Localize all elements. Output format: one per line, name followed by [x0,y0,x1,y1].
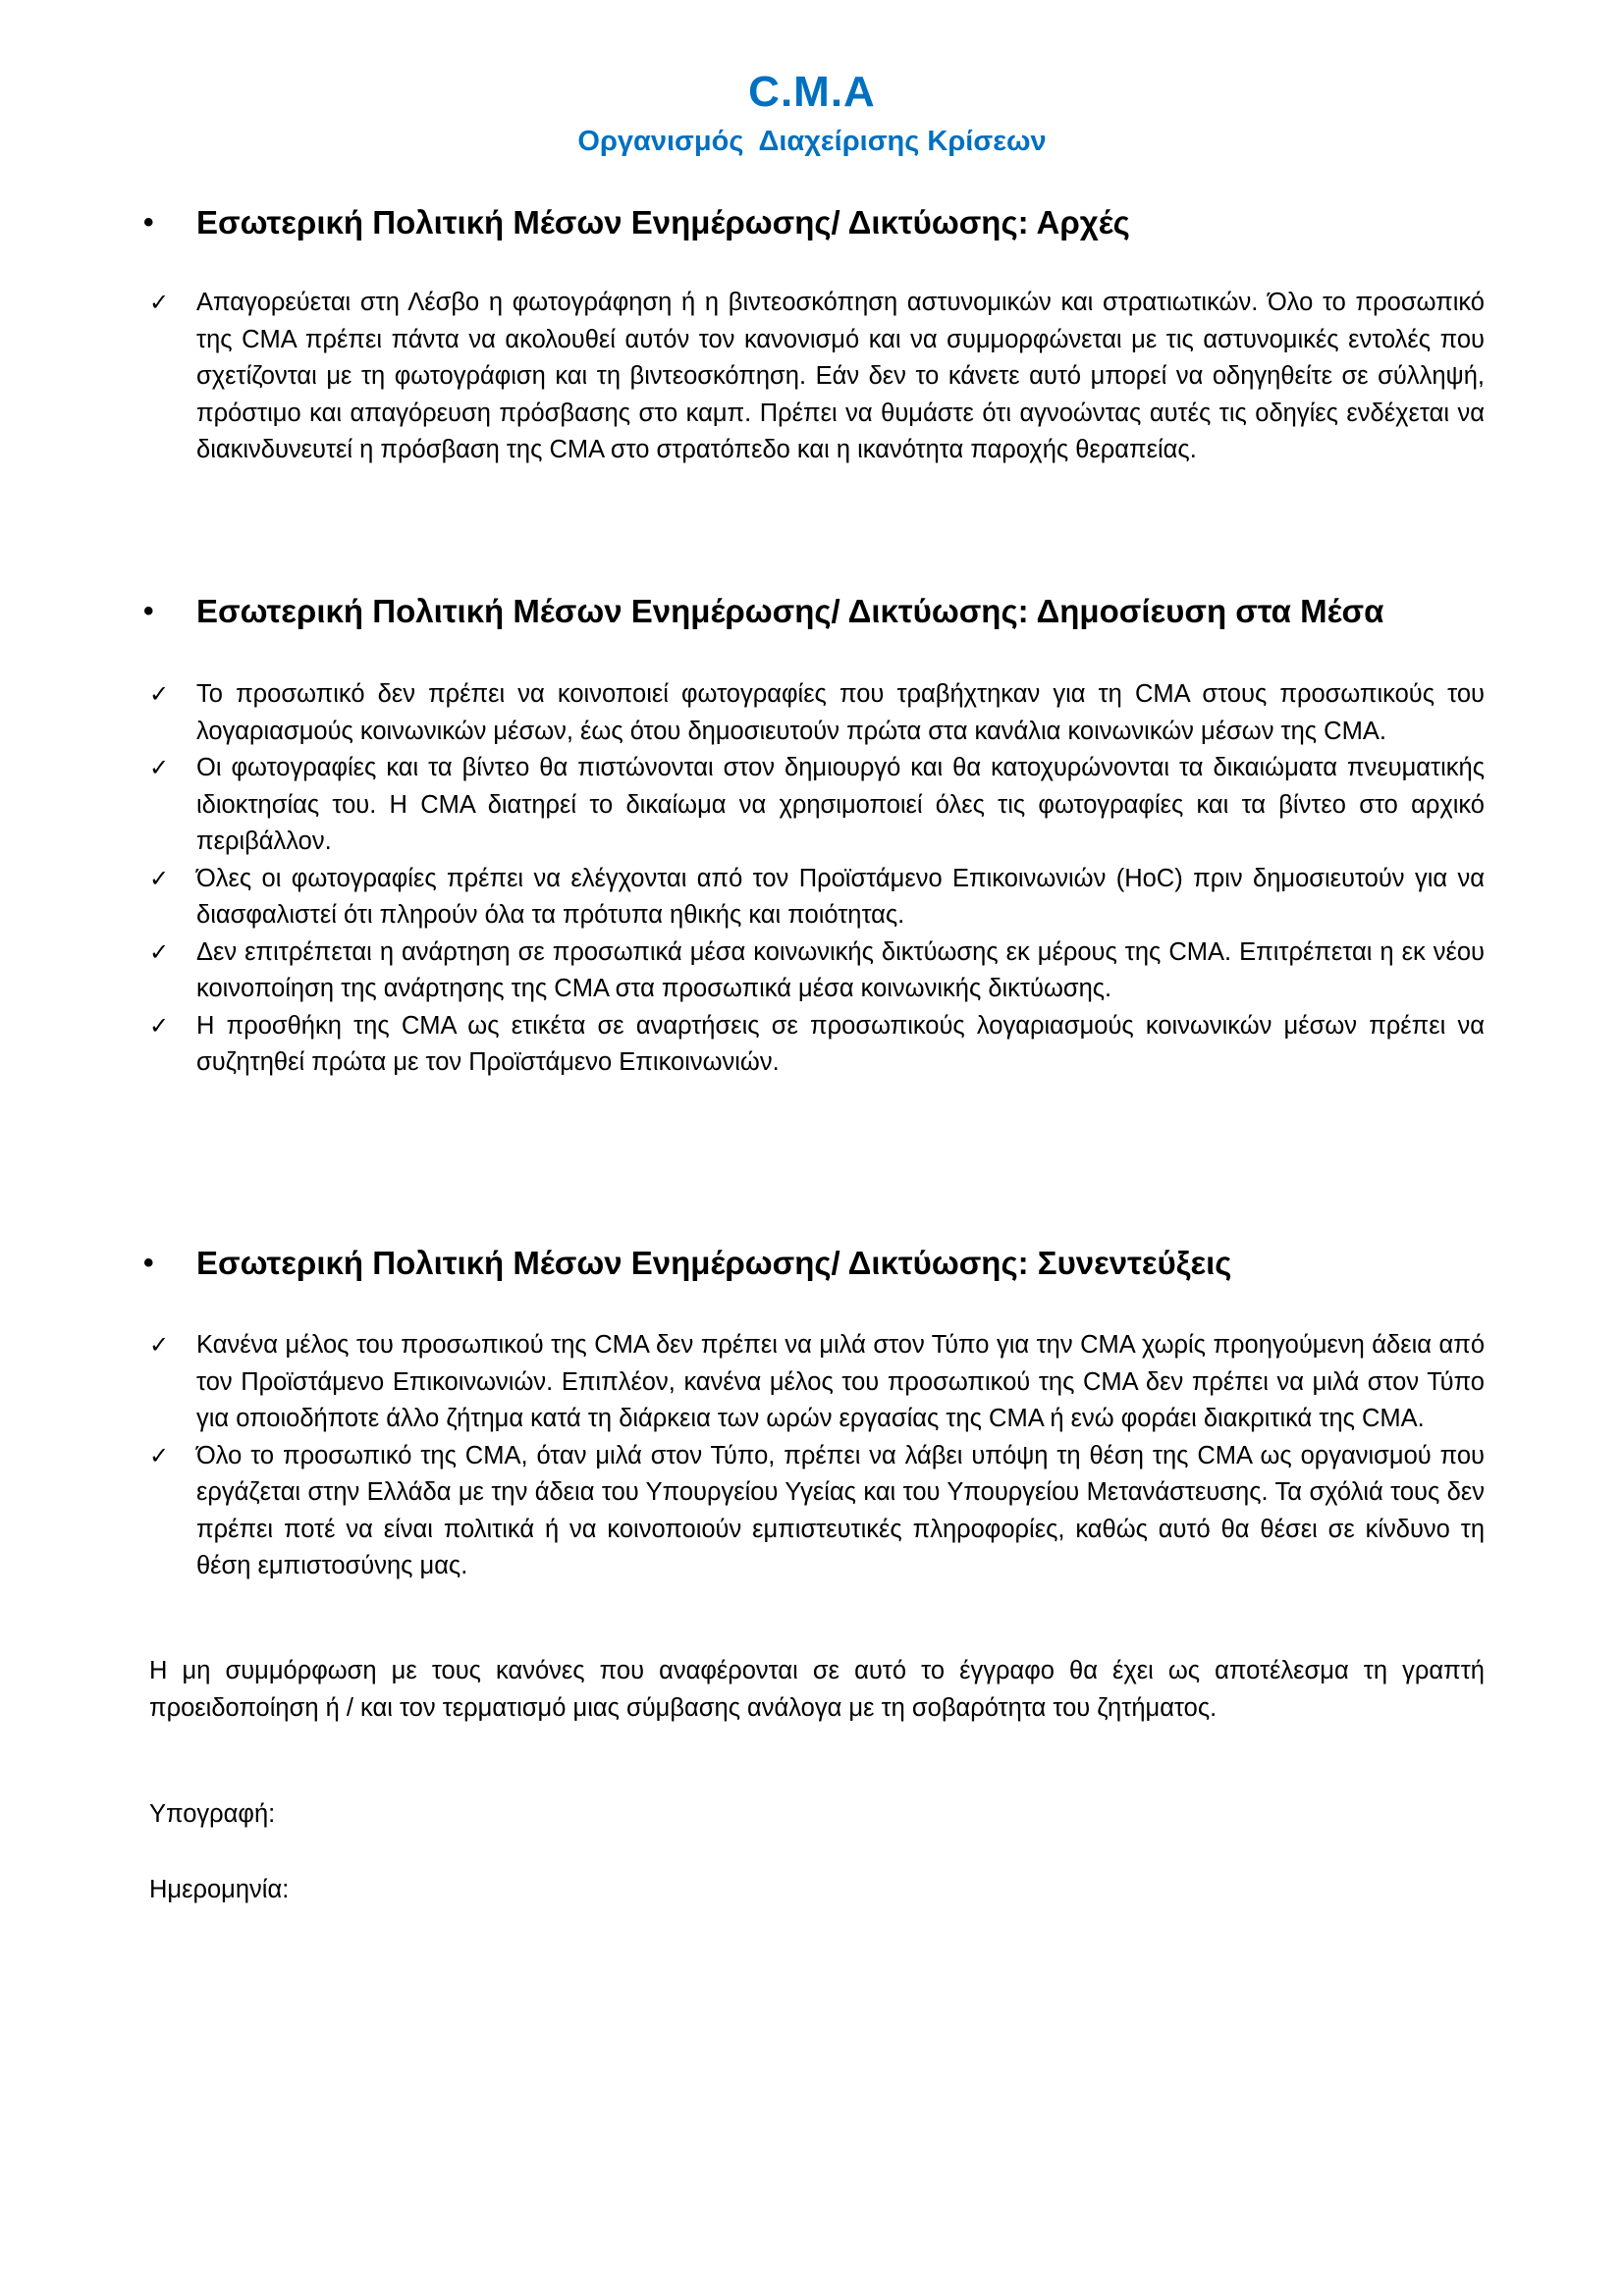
organization-title: C.M.A [748,68,876,116]
checkmark-icon: ✓ [149,290,170,316]
list-item-text: Κανένα μέλος του προσωπικού της CMA δεν πρέπει να μιλά στον Τύπο για την CMA χωρίς προηγούμενη άδεια από τον Προϊστάμενο Επικοινωνιών. Επιπλέον, κανένα μέλος του προσωπικού της CMA δεν πρέπει να μιλά στον Τύπο για οποιοδήποτε άλλο ζήτημα κατά τη διάρκεια των ωρών εργασίας της CMA ή ενώ φοράει διακριτικά της CMA. [196,1331,1485,1432]
list-item [147,750,1485,861]
checkmark-icon: ✓ [149,1332,170,1359]
section-list-interviews [147,1327,1485,1585]
list-item-text: Η προσθήκη της CMA ως ετικέτα σε αναρτήσεις σε προσωπικούς λογαριασμούς κοινωνικών μέσων πρέπει να συζητηθεί πρώτα με τον Προϊστάμενο Επικοινωνιών. [196,1011,1485,1076]
list-item [147,676,1485,750]
section-heading-principles [143,201,1489,244]
checkmark-icon: ✓ [149,1012,170,1040]
checkmark-icon: ✓ [149,755,170,781]
checkmark-icon: ✓ [149,1442,170,1469]
section-list-media-publication [147,676,1485,1082]
signature-label: Υπογραφή: [149,1800,276,1828]
checkmark-icon: ✓ [149,865,170,892]
list-item [147,934,1485,1008]
list-item-text: Απαγορεύεται στη Λέσβο η φωτογράφηση ή η βιντεοσκόπηση αστυνομικών και στρατιωτικών. Όλο το προσωπικό της CMA πρέπει πάντα να ακολουθεί αυτόν τον κανονισμό και να συμμορφώνεται με τις αστυνομικές εντολές που σχετίζονται με τη φωτογράφιση και τη βιντεοσκόπηση. Εάν δεν το κάνετε αυτό μπορεί να οδηγηθείτε σε σύλληψή, πρόστιμο και απαγόρευση πρόσβασης στο καμπ. Πρέπει να θυμάστε ότι αγνοώντας αυτές τις οδηγίες ενδέχεται να διακινδυνευτεί η πρόσβαση της CMA στο στρατόπεδο και η ικανότητα παροχής θεραπείας. [196,289,1485,463]
list-item-text: Όλο το προσωπικό της CMA, όταν μιλά στον Τύπο, πρέπει να λάβει υπόψη τη θέση της CMA ως οργανισμού που εργάζεται στην Ελλάδα με την άδεια του Υπουργείου Υγείας και του Υπουργείου Μετανάστευσης. Τα σχόλιά τους δεν πρέπει ποτέ να είναι πολιτικά ή να κοινοποιούν εμπιστευτικές πληροφορίες, καθώς αυτό θα θέσει σε κίνδυνο τη θέση εμπιστοσύνης μας. [196,1441,1485,1579]
bullet-icon: • [143,206,154,239]
checkmark-icon: ✓ [149,938,170,966]
list-item [147,285,1485,469]
checkmark-icon: ✓ [149,681,170,708]
organization-subtitle: Οργανισμός Διαχείρισης Κρίσεων [577,126,1047,157]
closing-paragraph: Η μη συμμόρφωση με τους κανόνες που αναφέρονται σε αυτό το έγγραφο θα έχει ως αποτέλεσμα τη γραπτή προειδοποίηση ή / και τον τερματισμό μιας σύμβασης ανάλογα με τη σοβαρότητα του ζητήματος. [149,1657,1485,1722]
bullet-icon: • [143,1247,154,1279]
section-heading-text: Εσωτερική Πολιτική Μέσων Ενημέρωσης/ Δικτύωσης: Δημοσίευση στα Μέσα [196,593,1384,629]
list-item [147,1327,1485,1438]
list-item [147,1008,1485,1082]
list-item-text: Όλες οι φωτογραφίες πρέπει να ελέγχονται από τον Προϊστάμενο Επικοινωνιών (HoC) πριν δημοσιευτούν για να διασφαλιστεί ότι πληρούν όλα τα πρότυπα ηθικής και ποιότητας. [196,864,1485,929]
list-item [147,861,1485,934]
section-heading-interviews [143,1242,1489,1285]
section-heading-text: Εσωτερική Πολιτική Μέσων Ενημέρωσης/ Δικτύωσης: Συνεντεύξεις [196,1245,1232,1281]
section-list-principles [147,285,1485,469]
list-item-text: Το προσωπικό δεν πρέπει να κοινοποιεί φωτογραφίες που τραβήχτηκαν για τη CMA στους προσωπικούς του λογαριασμούς κοινωνικών μέσων, έως ότου δημοσιευτούν πρώτα στα κανάλια κοινωνικών μέσων της CMA. [196,680,1485,745]
list-item-text: Οι φωτογραφίες και τα βίντεο θα πιστώνονται στον δημιουργό και θα κατοχυρώνονται τα δικαιώματα πνευματικής ιδιοκτησίας του. Η CMA διατηρεί το δικαίωμα να χρησιμοποιεί όλες τις φωτογραφίες και τα βίντεο στο αρχικό περιβάλλον. [196,754,1485,855]
list-item-text: Δεν επιτρέπεται η ανάρτηση σε προσωπικά μέσα κοινωνικής δικτύωσης εκ μέρους της CMA. Επιτρέπεται η εκ νέου κοινοποίηση της ανάρτησης της CMA στα προσωπικά μέσα κοινωνικής δικτύωσης. [196,937,1485,1002]
date-label: Ημερομηνία: [149,1876,290,1903]
section-heading-media-publication [143,590,1489,633]
bullet-icon: • [143,595,154,627]
section-heading-text: Εσωτερική Πολιτική Μέσων Ενημέρωσης/ Δικτύωσης: Αρχές [196,204,1130,240]
list-item [147,1438,1485,1585]
